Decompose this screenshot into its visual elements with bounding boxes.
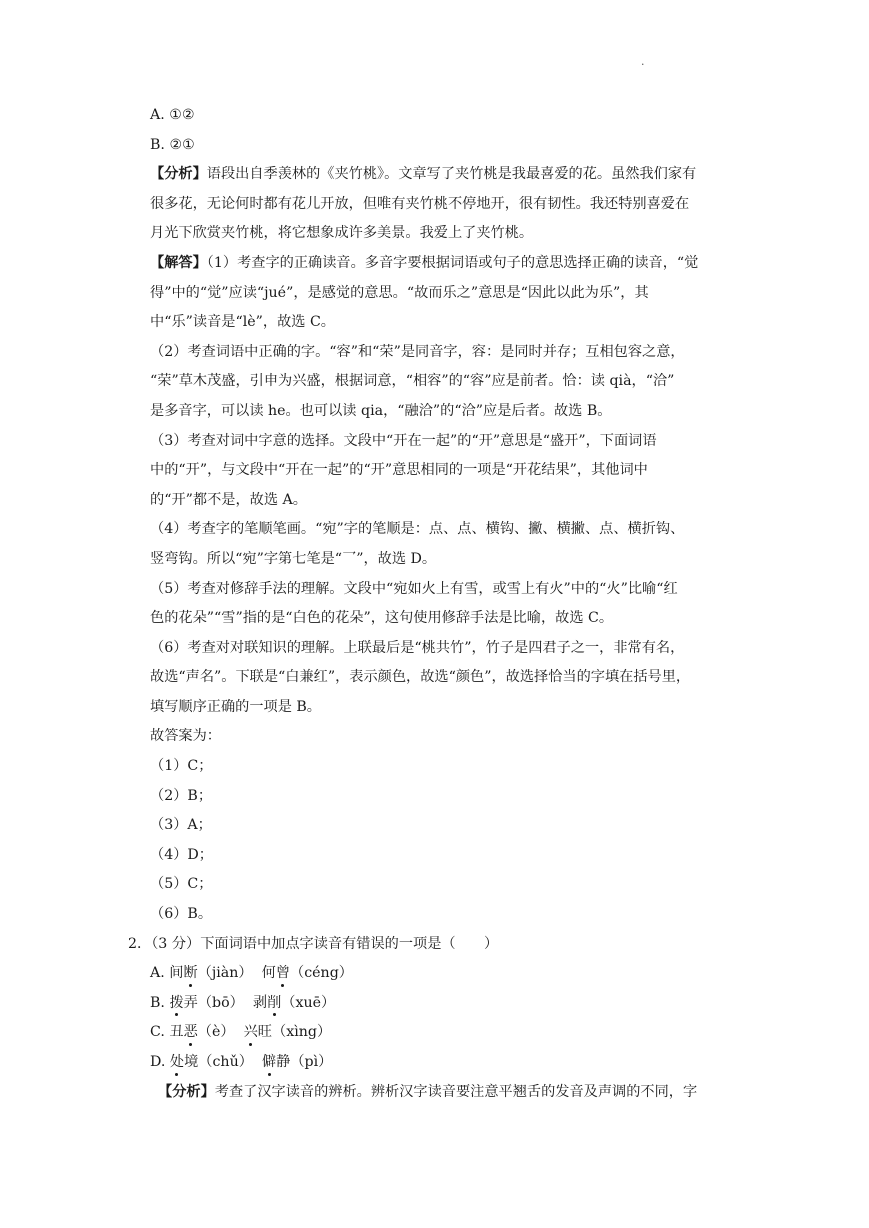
option-b: B. ②① [150,136,195,153]
explanation-line: 竖弯钩。所以“宛”字第七笔是“乛”，故选 D。 [150,550,437,567]
word-char: 弄 [183,994,198,1011]
analysis-tag: 【分析】 [158,1083,215,1100]
explanation-line: （6）考查对对联知识的理解。上联最后是“桃共竹”，竹子是四君子之一，非常有名， [150,639,685,656]
pinyin: （xuē） [281,994,336,1011]
explanation-line: 故选“声名”。下联是“白兼红”，表示颜色，故选“颜色”，故选择恰当的字填在括号里， [150,669,691,686]
question-2-option-a [150,959,745,989]
dotted-char: 僻 [262,1048,276,1078]
answer-summary-item: （2）B； [150,787,213,804]
gap [235,1024,244,1040]
answer-summary-item: （5）C； [150,876,213,893]
option-a: A. ①② [150,107,195,123]
pinyin: （xìng） [272,1024,332,1041]
explanation-line: （4）考查字的笔顺笔画。“宛”字的笔顺是：点、点、横钩、撇、横撇、点、横折钩、 [150,521,685,538]
dotted-char: 断 [183,959,197,989]
explanation-line: 的“开”都不是，故选 A。 [150,491,307,508]
explanation-line: （2）考查词语中正确的字。“容”和“荣”是同音字，容：是同时并存；互相包容之意， [150,343,685,360]
word-char: 剥 [252,994,268,1011]
analysis-text: 语段出自季羡林的《夹竹桃》。文章写了夹竹桃是我最喜爱的花。虽然我们家有 [206,166,697,183]
word-char: 丑 [169,1024,184,1041]
analysis-text: 考查了汉字读音的辨析。辨析汉字读音要注意平翘舌的发音及声调的不同，字 [214,1083,698,1100]
answer-block [150,249,745,338]
explanation-5 [150,575,745,634]
word-char: 旺 [257,1024,272,1041]
gap [253,1054,262,1070]
pinyin: （céng） [290,965,353,982]
header-dot: · [641,58,645,71]
answer-text: （1）考查字的正确读音。多音字要根据词语或句子的意思选择正确的读音，“觉 [206,254,699,271]
word-char: 静 [276,1054,291,1070]
explanation-4 [150,515,745,574]
word-char: 何 [261,965,276,982]
pinyin: （jiàn） [197,965,253,982]
explanation-line: “荣”草木茂盛，引申为兴盛，根据词意，“相容”的“容”应是前者。恰：读 qià，“洽” [150,373,675,390]
pinyin: （è） [197,1024,235,1041]
pinyin: （chǔ） [198,1054,253,1070]
explanation-line: 中的“开”，与文段中“开在一起”的“开”意思相同的一项是“开花结果”，其他词中 [150,462,648,479]
gap [253,965,262,981]
dotted-char: 拨 [169,989,183,1019]
option-prefix: C. [150,1024,170,1041]
document-page [128,101,745,1107]
explanation-3 [150,427,745,516]
gap [244,995,253,1011]
explanation-line: 色的花朵”“雪”指的是“白色的花朵”，这句使用修辞手法是比喻，故选 C。 [150,610,614,627]
answer-text: 中“乐”读音是“lè”，故选 C。 [150,314,335,331]
answer-tag: 【解答】 [150,254,207,271]
answer-summary-item: （3）A； [150,817,212,834]
word-char: 境 [184,1054,199,1070]
question-2-option-c [150,1018,745,1048]
word-char: 间 [169,965,184,982]
dotted-char: 兴 [244,1018,258,1048]
explanation-line: 填写顺序正确的一项是 B。 [150,698,321,715]
answer-summary-item: （6）B。 [150,906,213,923]
analysis-block [150,160,745,249]
answer-summary-item: （4）D； [150,846,213,863]
question-2-stem: 2．（3 分）下面词语中加点字读音有错误的一项是（ ） [128,935,499,952]
dotted-char: 曾 [276,959,290,989]
analysis-text: 月光下欣赏夹竹桃，将它想象成许多美景。我爱上了夹竹桃。 [150,225,534,242]
explanation-2 [150,338,745,427]
explanation-line: （3）考查对词中字意的选择。文段中“开在一起”的“开”意思是“盛开”，下面词语 [150,432,657,449]
answer-summary-title: 故答案为： [150,728,221,745]
explanation-6 [150,634,745,723]
option-prefix: B. [150,994,170,1011]
answer-text: 得”中的“觉”应读“jué”，是感觉的意思。“故而乐之”意思是“因此以此为乐”，其 [150,284,649,301]
question-2-option-d [150,1048,745,1078]
question-2-analysis [158,1078,745,1108]
dotted-char: 恶 [184,1018,198,1048]
analysis-text: 很多花，无论何时都有花儿开放，但唯有夹竹桃不停地开，很有韧性。我还特别喜爱在 [150,195,690,212]
question-2-option-b [150,989,745,1019]
option-prefix: A. [150,965,170,982]
answer-summary-item: （1）C； [150,758,213,775]
dotted-char: 处 [170,1048,184,1078]
pinyin: （bō） [197,994,244,1011]
pinyin: （pì） [290,1054,333,1070]
explanation-line: 是多音字，可以读 he。也可以读 qia，“融洽”的“洽”应是后者。故选 B。 [150,402,612,419]
option-prefix: D. [150,1054,170,1070]
dotted-char: 削 [267,989,281,1019]
explanation-line: （5）考查对修辞手法的理解。文段中“宛如火上有雪，或雪上有火”中的“火”比喻“红 [150,580,678,597]
analysis-tag: 【分析】 [150,166,207,183]
